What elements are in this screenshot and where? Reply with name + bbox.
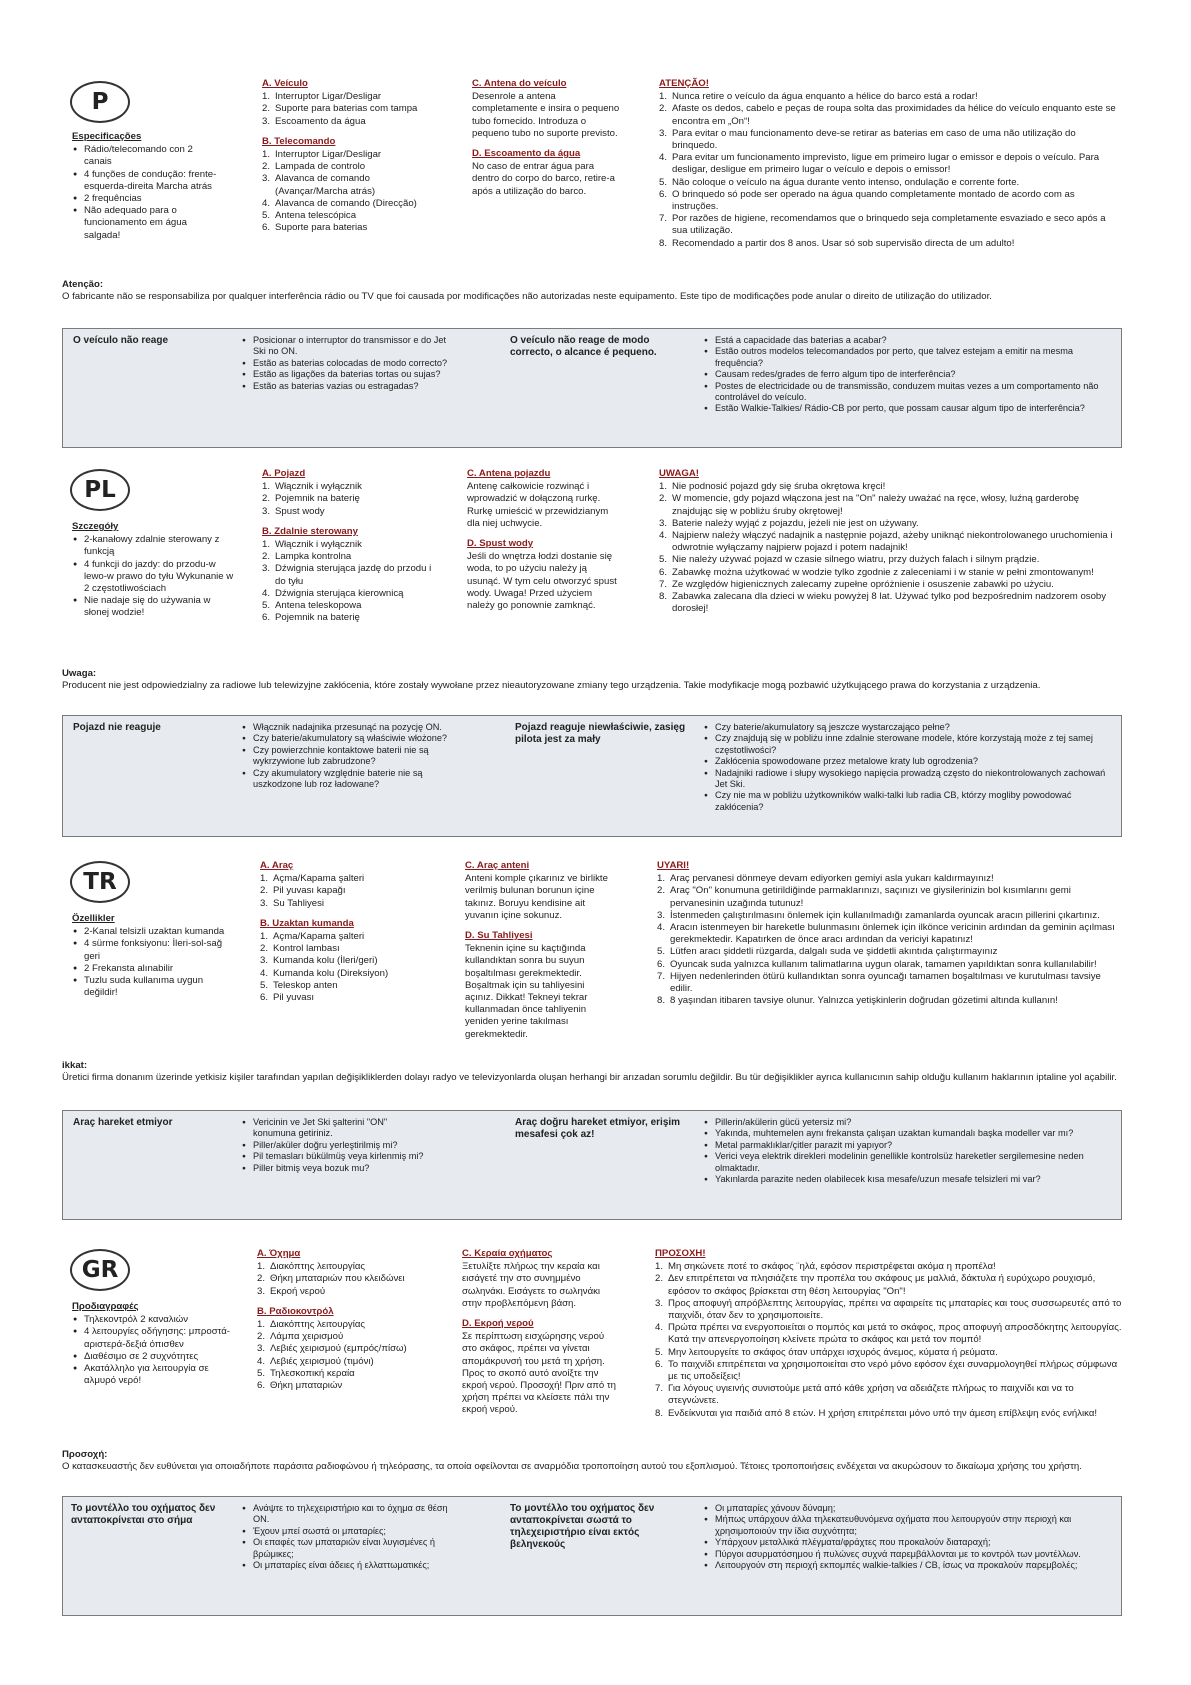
list-item: ● 4 sürme fonksiyonu: İleri-sol-sağ geri [72, 938, 237, 962]
list-item: 3. Alavanca de comando (Avançar/Marcha atrás) [262, 173, 376, 197]
list-item: ● Πύργοι ασυρματόσημου ή πυλώνες συχνά παρεμβάλλονται με το κοντρόλ των μοντέλλων. [703, 1549, 1113, 1560]
drain-title: D. Spust wody [467, 538, 534, 550]
list-item: ● Estão as ligações da baterias tortas ou sujas? [241, 369, 461, 380]
list-item: ● Causam redes/grades de ferro algum tipo de interferência? [703, 369, 1113, 380]
list-item: ● Yakınlarda parazite neden olabilecek kısa mesafe/uzun mesafe telsizleri mi var? [703, 1174, 1113, 1185]
list-item: 2. Suporte para baterias com tampa [262, 103, 418, 115]
list-item: ● Włącznik nadajnika przesunąć na pozycję ON. [241, 722, 471, 733]
remote-title: B. Telecomando [262, 135, 336, 147]
list-item: ● Διαθέσιμο σε 2 συχνότητες [72, 1351, 237, 1363]
list-item: 4. Para evitar um funcionamento imprevisto, ligue em primeiro lugar o emissor e depois o veículo. Para desligar, desligue em primeiro lugar o veículo e depois o emissor! [659, 152, 1100, 176]
list-item: 4. Dźwignia sterująca kierownicą [262, 587, 404, 599]
manufacturer-note [62, 668, 1122, 692]
warning-title: UYARI! [657, 860, 690, 871]
antenna-text: Ξετυλίξτε πλήρως την κεραία και εισάγετέ την στο συνημμένο σωληνάκι. Εισάγετε το σωληνάκι στην προβλεπόμενη βάση. [462, 1261, 601, 1309]
list-item: ● Tuzlu suda kullanıma uygun değildir! [72, 975, 237, 999]
trouble-title-2: O veículo não reage de modo correcto, o alcance é pequeno. [510, 335, 657, 358]
list-item: ● Piller/aküler doğru yerleştirilmiş mi? [241, 1140, 426, 1151]
manufacturer-note [62, 1060, 1122, 1084]
note-title: Προσοχή: [62, 1449, 108, 1460]
list-item: 2. Araç "On" konumuna getirildiğinde parmaklarınızı, saçınızı ve giysilerinizin bol kısımlarını gemi pervanesinin uzağında tutunuz! [657, 885, 1071, 909]
list-item: 3. Spust wody [262, 505, 325, 517]
antenna-title: C. Antena do veículo [472, 78, 567, 89]
vehicle-parts [260, 860, 430, 1004]
list-item: 1. Nunca retire o veículo da água enquanto a hélice do barco está a rodar! [659, 91, 978, 103]
note-text: Ο κατασκευαστής δεν ευθύνεται για οποιαδήποτε παράσιτα ραδιοφώνου ή τηλεόρασης, τα οποία οφείλονται σε αναρμόδια τροποποίηση αυτού του εξοπλισμού. Τέτοιες τροποποιήσεις ενδέχεται να ακυρώσουν το δικαίωμα χρήσης του χρήστη. [62, 1461, 1082, 1473]
trouble-title-1: O veículo não reage [73, 335, 169, 346]
list-item: ● 2-kanałowy zdalnie sterowany z funkcją [72, 534, 237, 558]
list-item: ● Οι μπαταρίες χάνουν δύναμη; [703, 1503, 1113, 1514]
spec-block [72, 521, 237, 620]
list-item: ● Ακατάλληλο για λειτουργία σε αλμυρό νερό! [72, 1363, 237, 1387]
remote-title: B. Zdalnie sterowany [262, 525, 358, 537]
troubleshooting-box [62, 1110, 1122, 1220]
drain-title: D. Su Tahliyesi [465, 930, 533, 942]
spec-title: Özellikler [72, 913, 115, 924]
spec-title: Szczegóły [72, 521, 119, 532]
list-item: 2. Λάμπα χειρισμού [257, 1331, 344, 1343]
list-item: ● Está a capacidade das baterias a acabar? [703, 335, 1113, 346]
list-item: 1. Διακόπτης λειτουργίας [257, 1261, 365, 1273]
vehicle-title: A. Pojazd [262, 468, 306, 479]
spec-title: Προδιαγραφές [72, 1301, 139, 1312]
list-item: 4. Najpierw należy włączyć nadajnik a następnie pojazd, ażeby uniknąć niekontrolowanego uruchomienia i odwrotnie wyłączamy najpierw pojazd i potem nadajnik! [659, 530, 1113, 554]
list-item: 6. O brinquedo só pode ser operado na água quando completamente montado de acordo com as instruções. [659, 188, 1075, 213]
list-item: 1. Açma/Kapama şalteri [260, 873, 365, 885]
trouble-list-2 [703, 722, 1113, 813]
list-item: 8. Zabawka zalecana dla dzieci w wieku powyżej 8 lat. Używać tylko pod bezpośrednim nadzorem osoby dorosłej! [659, 591, 1107, 615]
drain-title: D. Εκροή νερού [462, 1318, 534, 1330]
list-item: 4. Πρώτα πρέπει να ενεργοποιείται ο πομπός και μετά το σκάφος, προς αποφυγή απροσδόκητης λειτουργίας. Κατά την απενεργοποίηση κλείνετε πρώτα το σκάφος και μετά τον πομπό! [655, 1322, 1122, 1346]
list-item: ● 4 funções de condução: frente-esquerda-direita Marcha atrás [72, 169, 222, 193]
list-item: 2. Pojemnik na baterię [262, 493, 360, 505]
list-item: 3. Su Tahliyesi [260, 897, 325, 909]
list-item: 4. Aracın istenmeyen bir hareketle bulunmasını önlemek için ilkönce vericinin ardından da geminin açılması gerekmektedir. Kapatırken de önce aracı ardından da vericiyi kapatınız! [657, 922, 1115, 946]
trouble-list-1 [241, 1503, 466, 1571]
list-item: ● Οι μπαταρίες είναι άδειες ή ελλαττωματικές; [241, 1560, 466, 1571]
list-item: ● Nadajniki radiowe i słupy wysokiego napięcia prowadzą często do niekontrolowanych zachowań Jet Ski. [703, 768, 1113, 791]
list-item: 3. Προς αποφυγή απρόβλεπτης λειτουργίας, πρέπει να αφαιρείτε τις μπαταρίες και τους συσσωρευτές από το παιχνίδι, όταν δεν το χρησιμοποιείτε. [655, 1297, 1122, 1322]
list-item: 8. Ενδείκνυται για παιδιά από 8 ετών. Η χρήση επιτρέπεται μόνο υπό την άμεση επίβλεψη ενός ενήλικα! [655, 1407, 1098, 1419]
list-item: 3. İstenmeden çalıştırılmasını önlemek için kullanılmadığı zamanlarda oyuncak aracın pillerini çıkartınız. [657, 909, 1100, 921]
trouble-list-2 [703, 335, 1113, 415]
list-item: 5. Τηλεσκοπική κεραία [257, 1367, 355, 1379]
list-item: 5. Teleskop anten [260, 979, 338, 991]
warning-title: ΠΡΟΣΟΧΗ! [655, 1248, 706, 1259]
trouble-list-2 [703, 1117, 1113, 1185]
trouble-title-1: Το μοντέλλο του οχήματος δεν ανταποκρίνεται στο σήμα [71, 1503, 216, 1526]
list-item: ● Pil temasları bükülmüş veya kirlenmiş mi? [241, 1151, 426, 1162]
list-item: ● Zakłócenia spowodowane przez metalowe kraty lub ogrodzenia? [703, 756, 1113, 767]
list-item: 3. Εκροή νερού [257, 1285, 326, 1297]
list-item: 5. Antena teleskopowa [262, 600, 362, 612]
list-item: 5. Não coloque o veículo na água durante vento intenso, ondulação e corrente forte. [659, 176, 1020, 188]
note-text: Üretici firma donanım üzerinde yetkisiz kişiler tarafından yapılan değişikliklerden dolayı radyo ve televizyonlarda oluşan herhangi bir arızadan sorumlu değildir. Bu tür değişiklikler ayrıca kullanıcının sahip olduğu kullanım haklarının iptaline yol açabilir. [62, 1072, 1117, 1084]
antenna-title: C. Κεραία οχήματος [462, 1248, 553, 1259]
list-item: 8. 8 yaşından itibaren tavsiye olunur. Yalnızca yetişkinlerin doğrudan gözetimi altında kullanın! [657, 995, 1058, 1007]
trouble-title-1: Araç hareket etmiyor [73, 1117, 173, 1128]
list-item: 2. Lampka kontrolna [262, 551, 352, 563]
list-item: 2. Kontrol lambası [260, 943, 340, 955]
list-item: 3. Escoamento da água [262, 115, 366, 127]
warning-block [655, 1248, 1122, 1420]
list-item: ● Verici veya elektrik direkleri modelinin genellikle kontrolsüz hareketler sergilemesine neden olmaktadır. [703, 1151, 1113, 1174]
antenna-title: C. Antena pojazdu [467, 468, 551, 479]
list-item: 1. Açma/Kapama şalteri [260, 931, 365, 943]
list-item: ● Nie nadaje się do używania w słonej wodzie! [72, 595, 237, 619]
trouble-title-1: Pojazd nie reaguje [73, 722, 161, 733]
spec-block [72, 131, 222, 242]
list-item: ● Estão as baterias colocadas de modo correcto? [241, 358, 461, 369]
list-item: ● Μήπως υπάρχουν άλλα τηλεκατευθυνόμενα οχήματα που λειτουργούν στην περιοχή και χρησιμοποιούν την ίδια συχνότητα; [703, 1514, 1113, 1537]
list-item: ● Czy powierzchnie kontaktowe baterii nie są wykrzywione lub zabrudzone? [241, 745, 471, 768]
vehicle-parts [262, 468, 432, 624]
troubleshooting-box [62, 328, 1122, 448]
list-item: 2. Afaste os dedos, cabelo e peças de roupa solta das proximidades da hélice do veículo enquanto este se encontra em „On“! [659, 103, 1116, 127]
list-item: ● Czy znajdują się w pobliżu inne zdalnie sterowane modele, które korzystają może z tej samej częstotliwości? [703, 733, 1113, 756]
list-item: 1. Διακόπτης λειτουργίας [257, 1319, 365, 1331]
trouble-title-2: Pojazd reaguje niewłaściwie, zasięg pilota jest za mały [515, 722, 686, 745]
remote-title: B. Uzaktan kumanda [260, 917, 354, 929]
list-item: 3. Para evitar o mau funcionamento deve-se retirar as baterias em caso de uma não utilização do brinquedo. [659, 127, 1076, 152]
list-item: ● Estão as baterias vazias ou estragadas? [241, 381, 461, 392]
list-item: ● 2 frequências [72, 193, 222, 205]
troubleshooting-box [62, 715, 1122, 837]
list-item: ● Estão Walkie-Talkies/ Rádio-CB por perto, que possam causar algum tipo de interferência? [703, 403, 1113, 414]
list-item: ● Piller bitmiş veya bozuk mu? [241, 1163, 426, 1174]
remote-title: B. Ραδιοκοντρόλ [257, 1305, 334, 1317]
note-text: Producent nie jest odpowiedzialny za radiowe lub telewizyjne zakłócenia, które zostały wywołane przez nieautoryzowane zmiany tego urządzenia. Takie modyfikacje mogą pozbawić użytkującego prawa do korzystania z urządzenia. [62, 680, 1041, 692]
list-item: ● Τηλεκοντρόλ 2 καναλιών [72, 1314, 237, 1326]
note-title: Uwaga: [62, 668, 97, 679]
list-item: 6. Suporte para baterias [262, 222, 368, 234]
list-item: 1. Włącznik i wyłącznik [262, 539, 362, 551]
list-item: 3. Baterie należy wyjąć z pojazdu, jeżeli nie jest on używany. [659, 517, 919, 529]
drain-text: Jeśli do wnętrza łodzi dostanie się woda, to po użyciu należy ją usunąć. W tym celu otworzyć spust wody. Uwaga! Przed użyciem należy go ponownie zamknąć. [467, 551, 617, 612]
list-item: ● Czy nie ma w pobliżu użytkowników walki-talki lub radia CB, którzy mogliby powodować zakłócenia? [703, 790, 1113, 813]
list-item: ● Yakında, muhtemelen aynı frekansta çalışan uzaktan kumandalı başka modeller var mı? [703, 1128, 1113, 1139]
list-item: 3. Λεβιές χειρισμού (εμπρός/πίσω) [257, 1343, 407, 1355]
trouble-title-2: Το μοντέλλο του οχήματος δεν ανταποκρίνεται σωστά το τηλεχειριστήριο είναι εκτός βεληνεκούς [510, 1503, 655, 1550]
drain-title: D. Escoamento da água [472, 148, 581, 160]
antenna-text: Desenrole a antena completamente e insira o pequeno tubo fornecido. Introduza o pequeno tubo no suporte previsto. [472, 91, 620, 139]
warning-title: UWAGA! [659, 468, 699, 479]
spec-title: Especificações [72, 131, 142, 142]
vehicle-title: A. Όχημα [257, 1248, 301, 1259]
antenna-text: Antenę całkowicie rozwinąć i wprowadzić w dołączoną rurkę. Rurkę umieścić w przewidzianym dla niej uchwycie. [467, 481, 609, 529]
antenna-block [472, 78, 622, 198]
list-item: 8. Recomendado a partir dos 8 anos. Usar só sob supervisão directa de um adulto! [659, 237, 1015, 249]
note-text: O fabricante não se responsabiliza por qualquer interferência rádio ou TV que foi causada por modificações não autorizadas neste equipamento. Este tipo de modificações pode anular o direito de utilização do utilizador. [62, 291, 992, 303]
list-item: 6. Oyuncak suda yalnızca kullanım talimatlarına uygun olarak, tamamen yapıldıktan sonra kullanılabilir! [657, 958, 1097, 970]
list-item: ● Não adequado para o funcionamento em água salgada! [72, 205, 222, 242]
drain-text: Σε περίπτωση εισχώρησης νερού στο σκάφος, πρέπει να γίνεται απομάκρυνσή του μετά τη χρήση. Προς το σκοπό αυτό ανοίξτε την εκροή νερού. Προσοχή! Πριν από τη χρήση πρέπει να κλείσετε πάλι την εκροή νερού. [462, 1331, 617, 1416]
list-item: 5. Antena telescópica [262, 210, 357, 222]
list-item: ● 2-Kanal telsizli uzaktan kumanda [72, 926, 237, 938]
list-item: ● Posicionar o interruptor do transmissor e do Jet Ski no ON. [241, 335, 461, 358]
warning-title: ATENÇÃO! [659, 78, 709, 89]
note-title: Atenção: [62, 279, 104, 290]
list-item: 1. Interruptor Ligar/Desligar [262, 149, 382, 161]
list-item: 7. Ze względów higienicznych zalecamy zupełne opróżnienie i osuszenie zabawki po użyciu. [659, 578, 1054, 590]
warning-block [659, 468, 1122, 615]
list-item: ● 4 funkcji do jazdy: do przodu-w lewo-w prawo do tyłu Wykunanie w 2 częstotliwościach [72, 559, 237, 596]
drain-text: No caso de entrar água para dentro do corpo do barco, retire-a após a utilização do barco. [472, 161, 615, 197]
vehicle-title: A. Araç [260, 860, 294, 871]
antenna-block [462, 1248, 617, 1417]
trouble-list-2 [703, 1503, 1113, 1571]
language-badge: TR [70, 861, 130, 903]
list-item: ● Λειτουργούν στη περιοχή εκπομπές walkie-talkies / CB, ίσως να προκαλούν παρεμβολές; [703, 1560, 1113, 1571]
troubleshooting-box [62, 1496, 1122, 1616]
drain-text: Teknenin içine su kaçtığında kullandıktan sonra bu suyun boşaltılması gerekmektedir. Boşaltmak için su tahliyesini açınız. Dikkat! Tekneyi tekrar kullanmadan önce tahliyenin yeniden yerine takılması gerekmektedir. [465, 943, 588, 1040]
language-badge: PL [70, 469, 130, 511]
language-badge: GR [70, 1249, 130, 1291]
antenna-block [467, 468, 617, 612]
list-item: 2. Δεν επιτρέπεται να πλησιάζετε την προπέλα του σκάφους με μαλλιά, δάκτυλα ή ευρύχωρο ρουχισμό, εφόσον το σκάφος βρίσκεται στη θέση λειτουργίας "On"! [655, 1273, 1096, 1297]
list-item: 5. Lütfen aracı şiddetli rüzgarda, dalgalı suda ve şiddetli akıntıda çalıştırmayınız [657, 946, 998, 958]
list-item: 4. Λεβιές χειρισμού (τιμόνι) [257, 1355, 374, 1367]
warning-block [657, 860, 1122, 1007]
note-title: ikkat: [62, 1060, 88, 1071]
list-item: ● 4 λειτουργίες οδήγησης: μπροστά-αριστερά-δεξιά όπισθεν [72, 1326, 237, 1350]
list-item: ● Pillerin/akülerin gücü yetersiz mi? [703, 1117, 1113, 1128]
spec-block [72, 913, 237, 999]
trouble-list-1 [241, 722, 471, 790]
list-item: 1. Araç pervanesi dönmeye devam ediyorken gemiyi asla yukarı kaldırmayınız! [657, 873, 994, 885]
list-item: 3. Kumanda kolu (İleri/geri) [260, 955, 378, 967]
list-item: 2. Θήκη μπαταριών που κλειδώνει [257, 1273, 405, 1285]
warning-block [659, 78, 1122, 250]
spec-block [72, 1301, 237, 1387]
list-item: 6. Pojemnik na baterię [262, 612, 360, 624]
list-item: 7. Por razões de higiene, recomendamos que o brinquedo seja completamente esvaziado e seco após a sua utilização. [659, 213, 1106, 237]
trouble-title-2: Araç doğru hareket etmiyor, erişim mesafesi çok az! [515, 1117, 681, 1140]
vehicle-parts [257, 1248, 432, 1392]
list-item: 4. Kumanda kolu (Direksiyon) [260, 967, 389, 979]
list-item: ● Rádio/telecomando con 2 canais [72, 144, 222, 168]
antenna-block [465, 860, 615, 1041]
list-item: 6. Θήκη μπαταριών [257, 1380, 343, 1392]
trouble-list-1 [241, 1117, 426, 1174]
list-item: 7. Hijyen nedenlerinden ötürü kullandıktan sonra oyuncağı tamamen boşaltılması ve kurutulması tavsiye edilir. [657, 970, 1101, 995]
list-item: 1. Włącznik i wyłącznik [262, 481, 362, 493]
trouble-list-1 [241, 335, 461, 392]
list-item: 6. Pil yuvası [260, 992, 315, 1004]
list-item: ● Οι επαφές των μπαταριών είναι λυγισμένες ή βρώμικες; [241, 1537, 466, 1560]
list-item: 2. W momencie, gdy pojazd włączona jest na "On" należy uważać na ręce, włosy, luźną garderobę znajdując się w pobliżu śruby okrętowej! [659, 493, 1080, 517]
list-item: 1. Interruptor Ligar/Desligar [262, 91, 382, 103]
list-item: 5. Nie należy używać pojazd w czasie silnego wiatru, przy dużych falach i silnym prądzie. [659, 554, 1040, 566]
list-item: 1. Μη σηκώνετε ποτέ το σκάφος ¨ηλά, εφόσον περιστρέφεται ακόμα η προπέλα! [655, 1261, 996, 1273]
language-badge: P [70, 81, 130, 123]
antenna-text: Anteni komple çıkarınız ve birlikte verilmiş bulunan borunun içine takınız. Boruyu kendisine ait yuvanın içine sokunuz. [465, 873, 608, 921]
list-item: 1. Nie podnosić pojazd gdy się śruba okrętowa kręci! [659, 481, 886, 493]
list-item: ● Έχουν μπεί σωστά οι μπαταρίες; [241, 1526, 466, 1537]
list-item: 4. Alavanca de comando (Direcção) [262, 197, 417, 209]
list-item: ● Czy baterie/akumulatory są właściwie włożone? [241, 733, 471, 744]
list-item: 2. Lampada de controlo [262, 161, 366, 173]
vehicle-title: A. Veículo [262, 78, 308, 89]
list-item: 2. Pil yuvası kapağı [260, 885, 346, 897]
list-item: 5. Μην λειτουργείτε το σκάφος όταν υπάρχει ισχυρός άνεμος, κύματα ή ρεύματα. [655, 1346, 998, 1358]
list-item: 3. Dźwignia sterująca jazdę do przodu i do tyłu [262, 563, 432, 587]
list-item: ● Vericinin ve Jet Ski şalterini "ON" konumuna getiriniz. [241, 1117, 426, 1140]
list-item: ● 2 Frekansta alınabilir [72, 963, 237, 975]
list-item: ● Υπάρχουν μεταλλικά πλέγματα/φράχτες που προκαλούν διαταραχή; [703, 1537, 1113, 1548]
manufacturer-note [62, 1449, 1122, 1473]
list-item: ● Ανάψτε το τηλεχειριστήριο και το όχημα σε θέση ON. [241, 1503, 466, 1526]
list-item: ● Czy baterie/akumulatory są jeszcze wystarczająco pełne? [703, 722, 1113, 733]
manufacturer-note [62, 279, 1122, 303]
list-item: ● Estão outros modelos telecomandados por perto, que talvez estejam a emitir na mesma frequência? [703, 346, 1113, 369]
list-item: ● Metal parmaklıklar/çitler parazit mi yapıyor? [703, 1140, 1113, 1151]
list-item: 7. Για λόγους υγιεινής συνιστούμε μετά από κάθε χρήση να αδειάζετε πλήρως το παιχνίδι και να το στεγνώνετε. [655, 1383, 1074, 1407]
antenna-title: C. Araç anteni [465, 860, 530, 871]
list-item: ● Postes de electricidade ou de transmissão, conduzem muitas vezes a um comportamento não controlável do veículo. [703, 381, 1113, 404]
vehicle-parts [262, 78, 432, 234]
list-item: 6. Το παιχνίδι επιτρέπεται να χρησιμοποιείται στο νερό μόνο εφόσον έχει συναρμολογηθεί πλήρως σύμφωνα με τις υποδείξεις! [655, 1358, 1118, 1383]
list-item: 6. Zabawkę można użytkować w wodzie tylko zgodnie z zaleceniami i w stanie w pełni zmontowanym! [659, 566, 1094, 578]
list-item: ● Czy akumulatory względnie baterie nie są uszkodzone lub roz ładowane? [241, 768, 471, 791]
